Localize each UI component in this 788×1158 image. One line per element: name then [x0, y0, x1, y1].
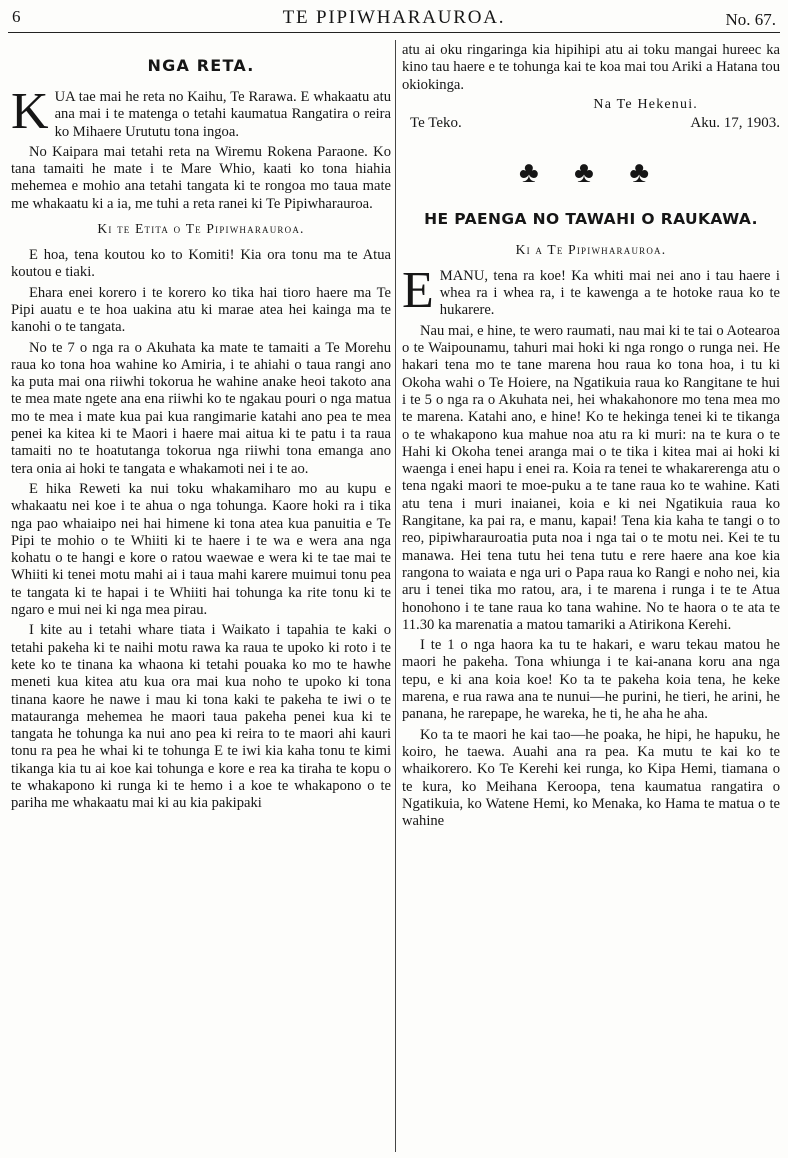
- continued-paragraph: atu ai oku ringaringa kia hipihipi atu ai toku mangai hureec ka kino tau haere e te tohunga kai te koa mai tou Ariki a Hatana tou okiokinga.: [402, 42, 780, 93]
- section-title-nga-reta: NGA RETA.: [147, 56, 255, 75]
- paragraph: E hika Reweti ka nui toku whakamiharo mo au kupu e whakaatu nei koe i te ahua o nga tohunga. Kaore hoki ra i tika nga pao whaiaipo nei hai himene ki tona atea kua panuitia e Te Pipi te mohio o te Whiiti ki te haere i te wa e wera ana nga kohatu o te hangi e kore o ratou waewae e wera ki te tae mai te Whiiti ki tenei motu mahi ai i taua mahi karere muimui tonu pea te tangata ki te hapai i te Whiiti hai tohunga ka rite tonu ki te ngaro e mui nei ki nga mea pirau.: [11, 480, 391, 619]
- section-title-he-paenga: HE PAENGA NO TAWAHI O RAUKAWA.: [424, 209, 758, 228]
- paragraph: No te 7 o nga ra o Akuhata ka mate te tamaiti a Te Morehu raua ko tona hoa wahine ko Amiria, i te ahiahi o taua rangi ano ka puta mai ona riiwhi tokorua he wahine anake heoi takoto ana te mea mate ngete ana ena riiwhi ko te ngakau pouri o nga matua mo te mea i mate kua pai kua rangimarie katahi ano pea te mea penei ka kitea ki te Maori i haere mai aitua ki te patu i ta raua tamaiti no te hoatutanga tokorua nga riiwhi tona emanga ano tera onia ai hoki te tangata e whakamoti nei i te ao.: [11, 339, 391, 477]
- right-column: [402, 42, 780, 1154]
- page-header: [8, 2, 780, 33]
- date: Aku. 17, 1903.: [690, 114, 780, 131]
- masthead: TE PIPIWHARAUROA.: [282, 7, 506, 28]
- place: Te Teko.: [410, 114, 462, 131]
- paragraph: No Kaipara mai tetahi reta na Wiremu Rokena Paraone. Ko tana tamaiti he mate i te Mare Whio, kaati ko tona hiahia mehemea e mohio ana tetahi tangata ki te rongoa mo taua mate me whakaatu ki a ia, me tuhi a reta ranei ki Te Pipiwharauroa.: [11, 143, 391, 212]
- paragraph: Nau mai, e hine, te wero raumati, nau mai ki te tai o Aotearoa o te Waipounamu, tahuri mai hoki ki nga rongo o runga nei. He hakari tena mo te tane marena hou raua ko tona hoa, i tu ki Okoha wahi o Te Hoiere, na Ngatikuia raua ko Rangitane te hui i te 5 o nga ra o Akuhata nei, hei whakahonore mo tena mea mo te marena. Katahi ano, e hine! Ko te hekinga tenei ki te tikanga o te whakapono kua mahue noa atu ra ki muri: na te kura o te Hahi ki Okoha tenei aranga mai o te tika i kitea mai ai hoki ki waenga i enei hapu i enei ra. Koia ra tenei te whakarerenga atu o tena ngaki maori te moe-puku a te tane raua ko te wahine. Kati atu tena i muri inaianei, koia e ki nei Ngatikuia raua ko Rangitane, ka pai ra, e manu, kapai! Tena kia kaha te tangi o to reo, pipiwharauroatia puta noa i nga tai o te motu nei. Kei te tu manawa. Hei tena tutu hei tena tutu e rere haere ana koe kia rangona to waiata e nga uri o Papa raua ko Rangi e noho nei, kia aru i tenei tika mo ratou, ara, i te marena i runga i te te Atua honohono i te tane raua ko tana wahine. No te haora o te ata te 11.30 ka marenatia a matou tamariki a Atirikona Kerehi.: [402, 322, 780, 633]
- left-column: [11, 42, 391, 1154]
- paragraph: E hoa, tena koutou ko to Komiti! Kia ora tonu ma te Atua koutou e tiaki.: [11, 247, 391, 281]
- letter-salutation: Ki a Te Pipiwharauroa.: [515, 241, 667, 257]
- letter-signature: Na Te Hekenui.: [593, 96, 698, 112]
- intro-text: MANU, tena ra koe! Ka whiti mai nei ano i tau haere i whea ra i whea ra, i te kawenga a te hotoke raua ko te hukarere.: [439, 267, 780, 319]
- place-date-line: [402, 115, 780, 132]
- paragraph: I te 1 o nga haora ka tu te hakari, e waru tekau matou he maori he pakeha. Tona whiunga i te kai-anana koru ana nga tepu, e ki ana koia koe! Ko ta te pakeha koia tena, he keke marena, e rua rawa ana te nunui—he purini, he tieri, he arini, he panana, he rarepape, he wareka, he ti, he aha he aha.: [402, 637, 780, 723]
- intro-paragraph: [11, 83, 391, 141]
- column-divider: [395, 40, 396, 1152]
- letter-salutation: Ki te Etita o Te Pipiwharauroa.: [97, 221, 305, 237]
- paragraph: I kite au i tetahi whare tiata i Waikato i tapahia te kaki o tetahi pakeha ki te naihi motu rawa ka raua te upoko ki roto i te kete ko te tinana ka whaona ki tetahi pouaka ko mo te hawhe meneti kua kitea atu kua ora mai kua noho te upoko ki tona tinana kaore he nawe i mau ki tona kaki te pakeha te iwi o te matauranga mehemea he maori taua pakeha penei kua ki te tangata he tohunga ka nui ano pea ki reira to te maori ahi kauri tonu ra pea he whai ki te tohunga E te iwi kia kaha tonu te kimi tikanga kia tu ai koe kai tohunga e kore e rea ka tiraha te kopu o te whakapono ki runga ki te hemo i a koe te whakapono o te pariha me whakaatu mai ki au kia pakipaki: [11, 622, 391, 812]
- drop-cap: K: [11, 83, 49, 140]
- intro-text: UA tae mai he reta no Kaihu, Te Rarawa. E whakaatu atu ana mai i te matenga o tetahi kaumatua Rangatira o reira ko Mihaere Urututu tona ingoa.: [54, 89, 391, 140]
- page-number: 6: [12, 7, 21, 26]
- issue-number: No. 67.: [725, 10, 776, 29]
- paragraph: Ehara enei korero i te korero ko tika hai tioro haere ma Te Pipi auatu e te hoa uakina atu ki marae atea hei kainga ma te kanohi o te tangata.: [11, 284, 391, 336]
- drop-cap: E: [402, 261, 434, 319]
- paragraph: Ko ta te maori he kai tao—he poaka, he hipi, he hapuku, he koiro, he taewa. Auahi ana ra pea. Ka mutu te kai ko te whaikorero. Ko Te Kerehi kei runga, ko Kipa Hemi, tiamana o te kura, ko Meihana Keroopa, tena kaumatua rangatira o Ngatikuia, ko Watene Hemi, ko Menaka, ko Hama te matua o te wahine: [402, 726, 780, 830]
- club-ornament: ♣ ♣ ♣: [518, 155, 664, 189]
- intro-paragraph: [402, 261, 780, 320]
